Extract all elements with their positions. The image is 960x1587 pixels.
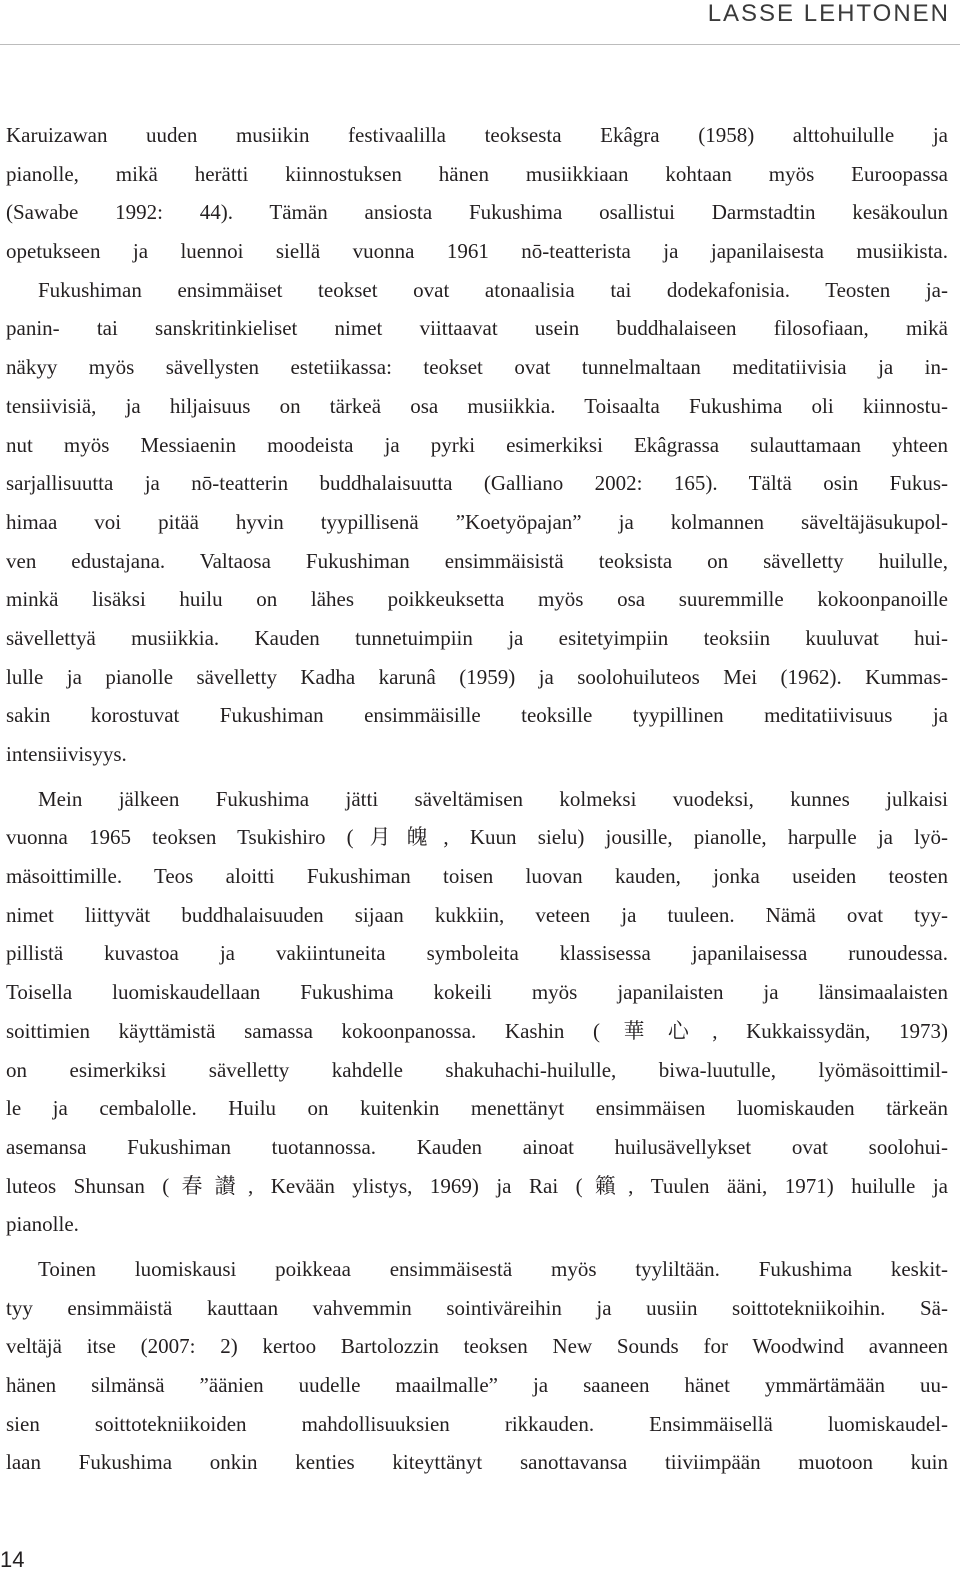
text-line: Fukushiman ensimmäiset teokset ovat atonaalisia tai dodekafonisia. Teosten ja-	[38, 277, 948, 302]
text-line: Toinen luomiskausi poikkeaa ensimmäisestä myös tyyliltään. Fukushima keskit-	[38, 1256, 948, 1281]
text-line: vuonna 1965 teoksen Tsukishiro (月魄, Kuun sielu) jousille, pianolle, harpulle ja lyö-	[6, 825, 948, 850]
text-line: sävellettyä musiikkia. Kauden tunnetuimpiin ja esitetyimpiin teoksiin kuuluvat hui-	[6, 625, 948, 650]
text-line: hänen silmänsä ”äänien uudelle maailmalle” ja saaneen hänet ymmärtämään uu-	[6, 1373, 948, 1397]
text-line: pianolle, mikä herätti kiinnostuksen hänen musiikkiaan kohtaan myös Euroopassa	[6, 161, 948, 186]
text-line: näkyy myös sävellysten estetiikassa: teokset ovat tunnelmaltaan meditatiivisia ja in-	[6, 355, 948, 380]
text-line: minkä lisäksi huilu on lähes poikkeuksetta myös osa suuremmille kokoonpanoille	[6, 587, 948, 612]
body-text	[6, 116, 948, 1482]
text-line: lulle ja pianolle sävelletty Kadha karunâ (1959) ja soolohuiluteos Mei (1962). Kummas-	[6, 664, 948, 689]
text-line: soittimien käyttämistä samassa kokoonpanossa. Kashin (華心, Kukkaissydän, 1973)	[6, 1018, 948, 1043]
text-line: (Sawabe 1992: 44). Tämän ansiosta Fukushima osallistui Darmstadtin kesäkoulun	[6, 200, 948, 225]
text-line: panin- tai sanskritinkieliset nimet viittaavat usein buddhalaiseen filosofiaan, mikä	[6, 316, 948, 341]
text-line: himaa voi pitää hyvin tyypillisenä ”Koetyöpajan” ja kolmannen säveltäjäsukupol-	[6, 509, 948, 534]
header-divider	[0, 44, 960, 45]
text-line: ven edustajana. Valtaosa Fukushiman ensimmäisistä teoksista on sävelletty huilulle,	[6, 548, 948, 573]
page-number: 14	[0, 1547, 25, 1572]
text-line: luteos Shunsan (春讃, Kevään ylistys, 1969) ja Rai (籟, Tuulen ääni, 1971) huilulle ja	[6, 1173, 948, 1198]
text-line: opetukseen ja luennoi siellä vuonna 1961 nō-teatterista ja japanilaisesta musiikista.	[6, 239, 948, 264]
text-line: nut myös Messiaenin moodeista ja pyrki esimerkiksi Ekâgrassa sulauttamaan yhteen	[6, 432, 948, 457]
text-line: Mein jälkeen Fukushima jätti säveltämisen kolmeksi vuodeksi, kunnes julkaisi	[38, 786, 948, 811]
text-line: sarjallisuutta ja nō-teatterin buddhalaisuutta (Galliano 2002: 165). Tältä osin Fukus-	[6, 471, 948, 496]
text-line: tensiivisiä, ja hiljaisuus on tärkeä osa musiikkia. Toisaalta Fukushima oli kiinnostu-	[6, 393, 948, 418]
text-line: sakin korostuvat Fukushiman ensimmäisille teoksille tyypillinen meditatiivisuus ja	[6, 703, 948, 728]
text-line: laan Fukushima onkin kenties kiteyttänyt sanottavansa tiiviimpään muotoon kuin	[6, 1450, 948, 1475]
text-line: veltäjä itse (2007: 2) kertoo Bartolozzin teoksen New Sounds for Woodwind avanneen	[6, 1334, 948, 1359]
text-line: Karuizawan uuden musiikin festivaalilla teoksesta Ekâgra (1958) alttohuilulle ja	[6, 123, 948, 147]
text-line: intensiivisyys.	[6, 742, 127, 766]
text-line: Toisella luomiskaudellaan Fukushima kokeili myös japanilaisten ja länsimaalaisten	[6, 980, 948, 1005]
text-line: sien soittotekniikoiden mahdollisuuksien rikkauden. Ensimmäisellä luomiskaudel-	[6, 1411, 948, 1436]
text-line: le ja cembalolle. Huilu on kuitenkin menettänyt ensimmäisen luomiskauden tärkeän	[6, 1096, 948, 1121]
text-line: on esimerkiksi sävelletty kahdelle shakuhachi-huilulle, biwa-luutulle, lyömäsoittimil-	[6, 1057, 948, 1082]
text-line: mäsoittimille. Teos aloitti Fukushiman toisen luovan kauden, jonka useiden teosten	[6, 864, 948, 889]
running-header: LASSE LEHTONEN	[707, 0, 950, 27]
text-line: pianolle.	[6, 1212, 79, 1237]
text-line: tyy ensimmäistä kauttaan vahvemmin sointiväreihin ja uusiin soittotekniikoihin. Sä-	[6, 1295, 948, 1320]
text-line: asemansa Fukushiman tuotannossa. Kauden ainoat huilusävellykset ovat soolohui-	[6, 1134, 948, 1159]
text-line: pillistä kuvastoa ja vakiintuneita symboleita klassisessa japanilaisessa runoudessa.	[6, 941, 948, 966]
text-line: nimet liittyvät buddhalaisuuden sijaan kukkiin, veteen ja tuuleen. Nämä ovat tyy-	[6, 902, 948, 927]
